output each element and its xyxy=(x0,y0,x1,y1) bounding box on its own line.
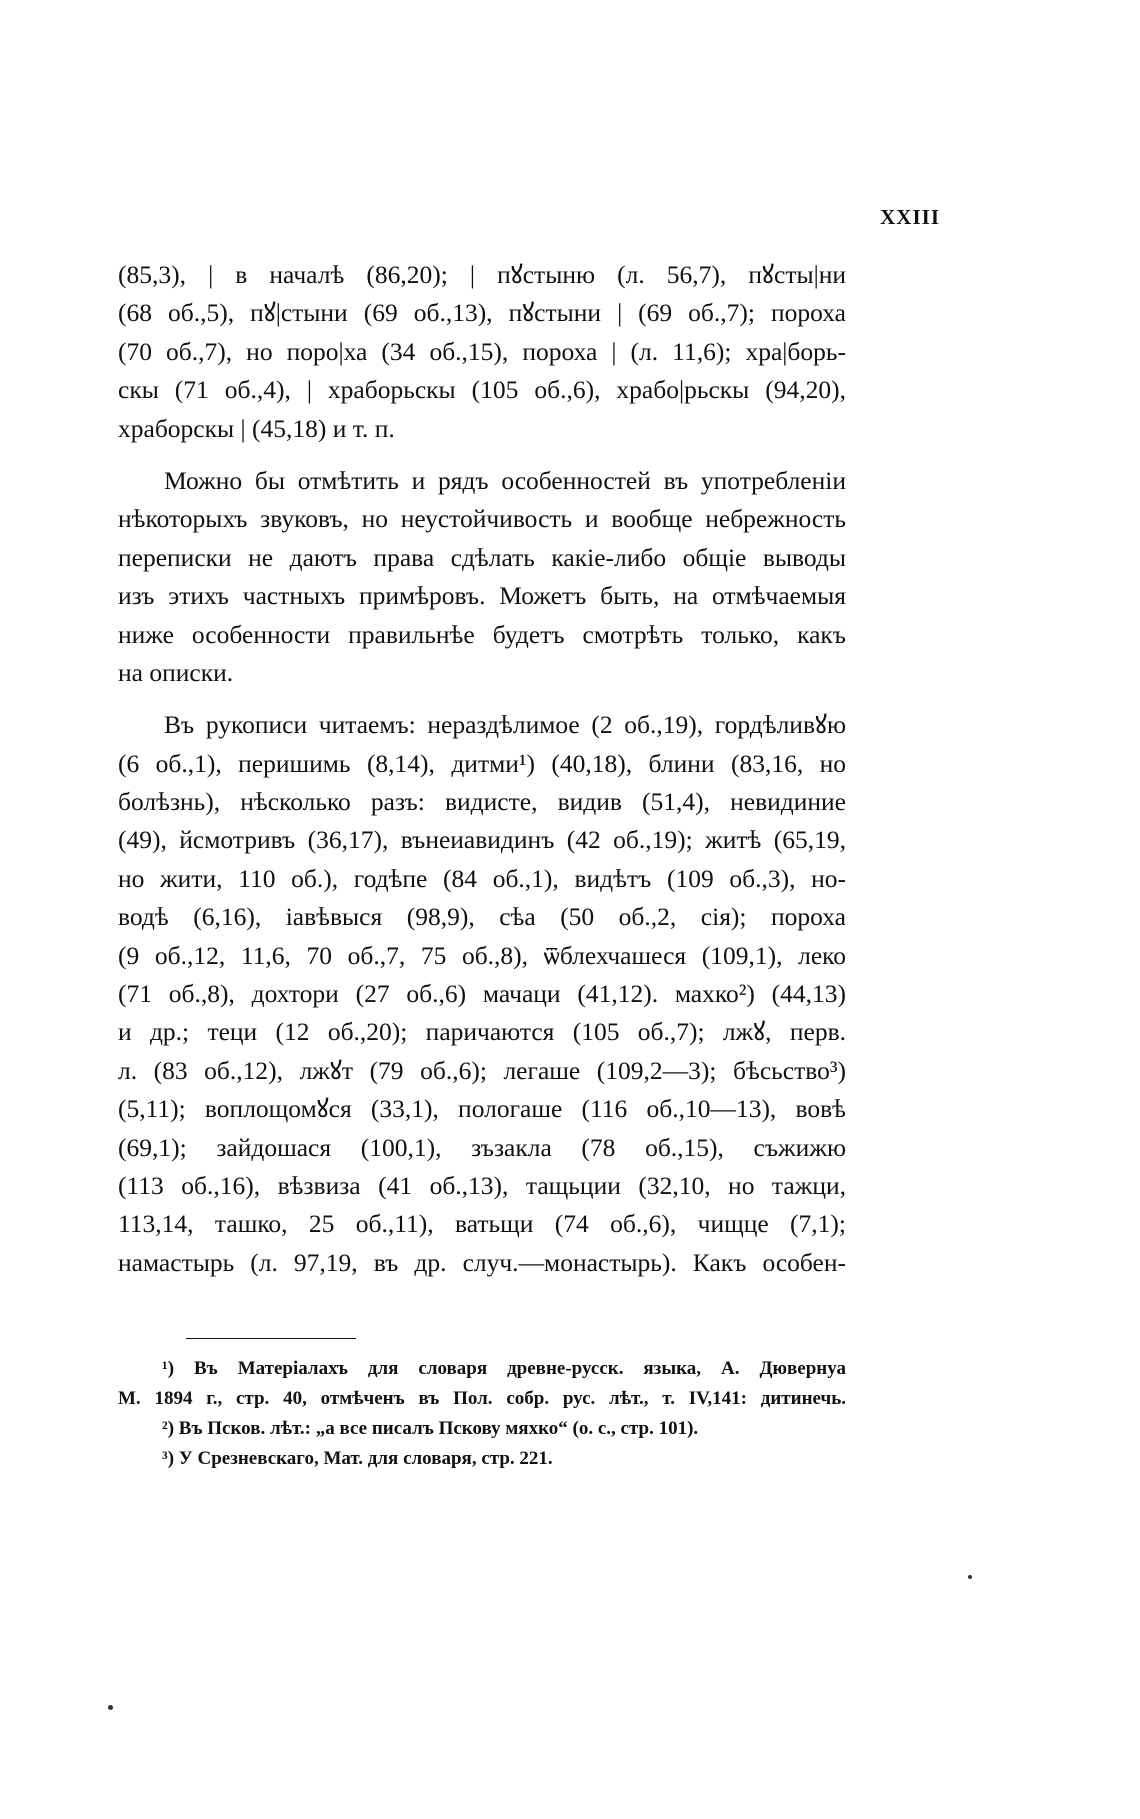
footnote-line: ³) У Срезневскаго, Мат. для словаря, стр. 221. xyxy=(162,1448,553,1469)
text-line: и др.; теци (12 об.,20); паричаются (105 об.,7); лжꙋ, перв. xyxy=(118,1017,846,1047)
main-text xyxy=(118,256,846,1282)
scan-speck xyxy=(108,1705,113,1710)
text-line: ниже особенности правильнѣе будетъ смотрѣть только, какъ xyxy=(118,619,846,649)
footnote-line: М. 1894 г., стр. 40, отмѣченъ въ Пол. собр. рус. лѣт., т. IV,141: дитинечь. xyxy=(118,1388,846,1409)
text-line: храборскы | (45,18) и т. п. xyxy=(118,413,395,443)
footnote-line: ¹) Въ Матеріалахъ для словаря древне-русск. языка, А. Дювернуа xyxy=(162,1358,846,1379)
text-line: Въ рукописи читаемъ: нераздѣлимое (2 об.,19), гордѣливꙋю xyxy=(164,710,846,740)
text-line: изъ этихъ частныхъ примѣровъ. Можетъ быть, на отмѣчаемыя xyxy=(118,581,846,611)
page-number: XXIII xyxy=(880,205,940,229)
paragraph-gap xyxy=(118,448,846,462)
text-line: (6 об.,1), перишимь (8,14), дитми¹) (40,18), блини (83,16, но xyxy=(118,748,846,778)
paragraph-gap xyxy=(118,692,846,706)
text-line: (68 об.,5), пꙋ|стыни (69 об.,13), пꙋстыни | (69 об.,7); пороха xyxy=(118,298,846,328)
text-line: (85,3), | в началѣ (86,20); | пꙋстыню (л. 56,7), пꙋсты|ни xyxy=(118,260,846,289)
text-line: л. (83 об.,12), лжꙋт (79 об.,6); легаше (109,2—3); бѣсьство³) xyxy=(118,1055,846,1085)
text-line: болѣзнь), нѣсколько разъ: видисте, видив (51,4), невидиние xyxy=(118,787,846,817)
text-line: нѣкоторыхъ звуковъ, но неустойчивость и вообще небрежность xyxy=(118,504,846,534)
text-line: Можно бы отмѣтить и рядъ особенностей въ употребленіи xyxy=(164,465,846,495)
text-line: но жити, 110 об.), годѣпе (84 об.,1), видѣтъ (109 об.,3), но- xyxy=(118,863,846,893)
footnote-line: ²) Въ Псков. лѣт.: „а все писалъ Пскову мяхко“ (о. с., стр. 101). xyxy=(162,1418,699,1439)
text-line: намастырь (л. 97,19, въ др. случ.—монастырь). Какъ особен- xyxy=(118,1247,846,1277)
text-line: (71 об.,8), дохтори (27 об.,6) мачаци (41,12). махко²) (44,13) xyxy=(118,979,846,1009)
text-line: 113,14, ташко, 25 об.,11), ватьщи (74 об.,6), чищце (7,1); xyxy=(118,1209,846,1239)
scan-speck xyxy=(968,1575,972,1579)
footnote-divider xyxy=(186,1338,356,1339)
text-line: водѣ (6,16), іавѣвыся (98,9), сѣа (50 об.,2, сія); пороха xyxy=(118,902,846,932)
text-line: (113 об.,16), вѣзвиза (41 об.,13), тащьции (32,10, но тажци, xyxy=(118,1170,846,1200)
text-line: скы (71 об.,4), | храборьскы (105 об.,6), храбо|рьскы (94,20), xyxy=(118,375,846,405)
text-line: (69,1); зайдошася (100,1), зъзакла (78 об.,15), съжижю xyxy=(118,1132,846,1162)
text-line: (9 об.,12, 11,6, 70 об.,7, 75 об.,8), ѿблехчашеся (109,1), леко xyxy=(118,940,846,970)
text-line: (5,11); воплощомꙋся (33,1), пологаше (116 об.,10—13), вовѣ xyxy=(118,1094,846,1124)
text-line: переписки не даютъ права сдѣлать какіе-либо общіе выводы xyxy=(118,542,846,572)
text-line: (49), йсмотривъ (36,17), вънеиавидинъ (42 об.,19); житѣ (65,19, xyxy=(118,825,846,855)
text-line: на описки. xyxy=(118,657,234,687)
footnotes xyxy=(118,1354,846,1474)
text-line: (70 об.,7), но поро|ха (34 об.,15), пороха | (л. 11,6); хра|борь- xyxy=(118,336,846,366)
